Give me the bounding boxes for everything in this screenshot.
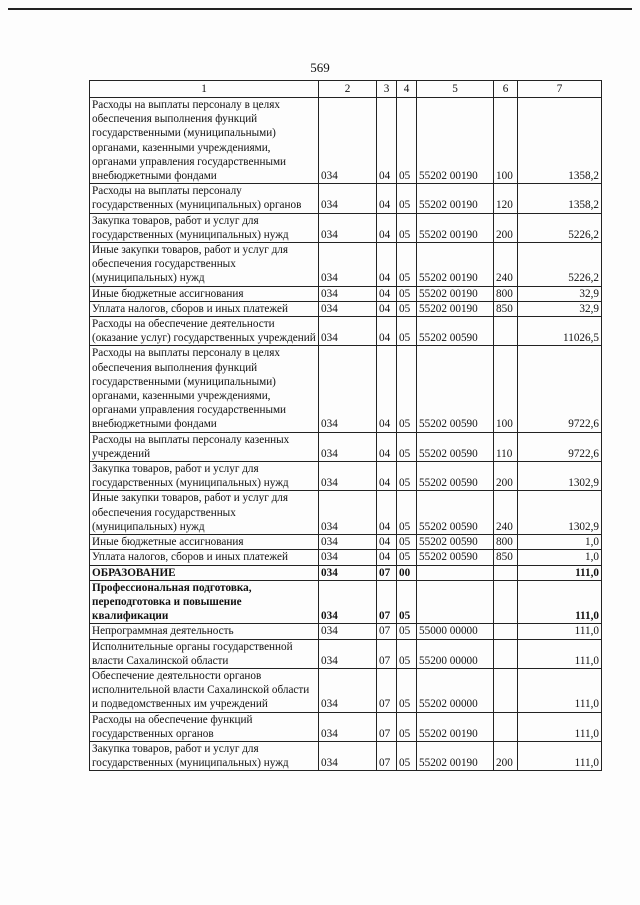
- cell-target: 55202 00590: [417, 432, 494, 461]
- cell-target: 55202 00190: [417, 184, 494, 213]
- cell-subsection: 05: [397, 462, 417, 491]
- cell-ministry: 034: [319, 565, 377, 580]
- cell-section: 04: [377, 535, 397, 550]
- cell-subsection: 05: [397, 432, 417, 461]
- cell-subsection: 05: [397, 213, 417, 242]
- col-header-subsection: 4: [397, 81, 417, 98]
- cell-amount: 111,0: [518, 741, 602, 770]
- cell-section: 04: [377, 286, 397, 301]
- col-header-target: 5: [417, 81, 494, 98]
- cell-subsection: 05: [397, 712, 417, 741]
- cell-amount: 9722,6: [518, 346, 602, 432]
- cell-target: 55202 00190: [417, 286, 494, 301]
- cell-name: Закупка товаров, работ и услуг для государственных (муниципальных) нужд: [90, 213, 319, 242]
- cell-type: 240: [494, 491, 518, 535]
- table-body: [90, 98, 602, 771]
- cell-name: Расходы на выплаты персоналу казенных учреждений: [90, 432, 319, 461]
- cell-target: 55202 00190: [417, 243, 494, 287]
- cell-amount: 1302,9: [518, 491, 602, 535]
- cell-name: Уплата налогов, сборов и иных платежей: [90, 550, 319, 565]
- cell-subsection: 05: [397, 741, 417, 770]
- cell-amount: 1302,9: [518, 462, 602, 491]
- cell-target: 55202 00190: [417, 213, 494, 242]
- cell-section: 04: [377, 491, 397, 535]
- cell-ministry: 034: [319, 624, 377, 639]
- cell-name: Расходы на обеспечение функций государственных органов: [90, 712, 319, 741]
- table-row: [90, 432, 602, 461]
- table-row: [90, 491, 602, 535]
- cell-name: Уплата налогов, сборов и иных платежей: [90, 301, 319, 316]
- cell-amount: 1358,2: [518, 98, 602, 184]
- cell-section: 04: [377, 213, 397, 242]
- cell-section: 07: [377, 624, 397, 639]
- cell-type: 100: [494, 98, 518, 184]
- cell-subsection: 05: [397, 550, 417, 565]
- cell-name: Иные бюджетные ассигнования: [90, 286, 319, 301]
- cell-section: 04: [377, 346, 397, 432]
- cell-target: 55200 00000: [417, 639, 494, 668]
- cell-type: [494, 712, 518, 741]
- cell-section: 07: [377, 565, 397, 580]
- cell-name: Непрограммная деятельность: [90, 624, 319, 639]
- cell-subsection: 05: [397, 639, 417, 668]
- cell-amount: 111,0: [518, 668, 602, 712]
- cell-name: Иные закупки товаров, работ и услуг для обеспечения государственных (муниципальных) нужд: [90, 491, 319, 535]
- cell-amount: 5226,2: [518, 243, 602, 287]
- cell-ministry: 034: [319, 98, 377, 184]
- cell-target: 55202 00190: [417, 98, 494, 184]
- cell-type: 100: [494, 346, 518, 432]
- table-row: [90, 550, 602, 565]
- cell-target: [417, 565, 494, 580]
- cell-target: 55000 00000: [417, 624, 494, 639]
- table-row: [90, 286, 602, 301]
- cell-amount: 1358,2: [518, 184, 602, 213]
- cell-subsection: 05: [397, 491, 417, 535]
- cell-type: [494, 580, 518, 624]
- cell-type: 120: [494, 184, 518, 213]
- table-row: [90, 741, 602, 770]
- cell-ministry: 034: [319, 580, 377, 624]
- cell-amount: 1,0: [518, 535, 602, 550]
- cell-amount: 111,0: [518, 639, 602, 668]
- cell-amount: 11026,5: [518, 317, 602, 346]
- cell-ministry: 034: [319, 286, 377, 301]
- table-row: [90, 317, 602, 346]
- cell-ministry: 034: [319, 535, 377, 550]
- cell-amount: 32,9: [518, 301, 602, 316]
- cell-ministry: 034: [319, 346, 377, 432]
- cell-ministry: 034: [319, 712, 377, 741]
- cell-ministry: 034: [319, 301, 377, 316]
- cell-amount: 5226,2: [518, 213, 602, 242]
- cell-type: [494, 624, 518, 639]
- cell-section: 04: [377, 184, 397, 213]
- cell-type: 110: [494, 432, 518, 461]
- cell-name: Исполнительные органы государственной власти Сахалинской области: [90, 639, 319, 668]
- cell-amount: 111,0: [518, 580, 602, 624]
- cell-subsection: 05: [397, 243, 417, 287]
- cell-subsection: 00: [397, 565, 417, 580]
- cell-amount: 111,0: [518, 565, 602, 580]
- budget-table: [89, 80, 602, 771]
- cell-subsection: 05: [397, 98, 417, 184]
- cell-target: [417, 580, 494, 624]
- cell-ministry: 034: [319, 213, 377, 242]
- cell-amount: 32,9: [518, 286, 602, 301]
- cell-type: 200: [494, 462, 518, 491]
- cell-ministry: 034: [319, 184, 377, 213]
- cell-type: [494, 668, 518, 712]
- table-row: [90, 213, 602, 242]
- col-header-name: 1: [90, 81, 319, 98]
- cell-section: 04: [377, 462, 397, 491]
- cell-ministry: 034: [319, 243, 377, 287]
- table-row: [90, 184, 602, 213]
- table-row: [90, 301, 602, 316]
- cell-type: [494, 565, 518, 580]
- cell-target: 55202 00590: [417, 317, 494, 346]
- cell-section: 04: [377, 317, 397, 346]
- table-row: [90, 639, 602, 668]
- cell-ministry: 034: [319, 432, 377, 461]
- cell-section: 04: [377, 98, 397, 184]
- cell-name: Расходы на выплаты персоналу в целях обеспечения выполнения функций государственными (муниципальными) органами, казенными учреждениями, органами управления государственными внебюджетными фондами: [90, 346, 319, 432]
- cell-type: [494, 317, 518, 346]
- header-row: [90, 81, 602, 98]
- col-header-ministry: 2: [319, 81, 377, 98]
- cell-section: 04: [377, 243, 397, 287]
- table-row: [90, 668, 602, 712]
- cell-subsection: 05: [397, 317, 417, 346]
- cell-target: 55202 00590: [417, 462, 494, 491]
- table-row: [90, 243, 602, 287]
- cell-subsection: 05: [397, 286, 417, 301]
- table-row: [90, 462, 602, 491]
- cell-subsection: 05: [397, 301, 417, 316]
- cell-ministry: 034: [319, 462, 377, 491]
- cell-name: Иные закупки товаров, работ и услуг для обеспечения государственных (муниципальных) нужд: [90, 243, 319, 287]
- cell-target: 55202 00590: [417, 550, 494, 565]
- cell-name: ОБРАЗОВАНИЕ: [90, 565, 319, 580]
- cell-type: 200: [494, 213, 518, 242]
- table-row: [90, 712, 602, 741]
- cell-target: 55202 00590: [417, 346, 494, 432]
- cell-section: 07: [377, 639, 397, 668]
- cell-name: Закупка товаров, работ и услуг для государственных (муниципальных) нужд: [90, 462, 319, 491]
- cell-subsection: 05: [397, 535, 417, 550]
- top-rule: [8, 8, 632, 10]
- cell-ministry: 034: [319, 668, 377, 712]
- col-header-section: 3: [377, 81, 397, 98]
- cell-name: Закупка товаров, работ и услуг для государственных (муниципальных) нужд: [90, 741, 319, 770]
- cell-target: 55202 00190: [417, 301, 494, 316]
- cell-subsection: 05: [397, 668, 417, 712]
- table-row: [90, 565, 602, 580]
- cell-subsection: 05: [397, 580, 417, 624]
- cell-name: Иные бюджетные ассигнования: [90, 535, 319, 550]
- table-row: [90, 346, 602, 432]
- cell-target: 55202 00190: [417, 712, 494, 741]
- cell-section: 04: [377, 550, 397, 565]
- col-header-amount: 7: [518, 81, 602, 98]
- cell-amount: 1,0: [518, 550, 602, 565]
- cell-target: 55202 00000: [417, 668, 494, 712]
- cell-name: Расходы на выплаты персоналу в целях обеспечения выполнения функций государственными (муниципальными) органами, казенными учреждениями, органами управления государственными внебюджетными фондами: [90, 98, 319, 184]
- cell-section: 07: [377, 580, 397, 624]
- cell-ministry: 034: [319, 639, 377, 668]
- cell-subsection: 05: [397, 184, 417, 213]
- cell-section: 07: [377, 668, 397, 712]
- cell-ministry: 034: [319, 550, 377, 565]
- cell-name: Расходы на обеспечение деятельности (оказание услуг) государственных учреждений: [90, 317, 319, 346]
- cell-type: 200: [494, 741, 518, 770]
- cell-amount: 111,0: [518, 712, 602, 741]
- cell-ministry: 034: [319, 491, 377, 535]
- col-header-type: 6: [494, 81, 518, 98]
- table-row: [90, 580, 602, 624]
- cell-type: [494, 639, 518, 668]
- cell-ministry: 034: [319, 317, 377, 346]
- cell-amount: 9722,6: [518, 432, 602, 461]
- cell-type: 850: [494, 301, 518, 316]
- cell-target: 55202 00590: [417, 491, 494, 535]
- page-number: 569: [310, 60, 330, 75]
- cell-type: 240: [494, 243, 518, 287]
- cell-name: Профессиональная подготовка, переподготовка и повышение квалификации: [90, 580, 319, 624]
- table-row: [90, 624, 602, 639]
- table-row: [90, 535, 602, 550]
- cell-section: 04: [377, 301, 397, 316]
- cell-amount: 111,0: [518, 624, 602, 639]
- cell-name: Обеспечение деятельности органов исполнительной власти Сахалинской области и подведомственных им учреждений: [90, 668, 319, 712]
- cell-target: 55202 00190: [417, 741, 494, 770]
- cell-ministry: 034: [319, 741, 377, 770]
- cell-type: 850: [494, 550, 518, 565]
- cell-subsection: 05: [397, 346, 417, 432]
- cell-section: 07: [377, 741, 397, 770]
- cell-target: 55202 00590: [417, 535, 494, 550]
- cell-type: 800: [494, 535, 518, 550]
- cell-section: 04: [377, 432, 397, 461]
- cell-subsection: 05: [397, 624, 417, 639]
- cell-type: 800: [494, 286, 518, 301]
- cell-section: 07: [377, 712, 397, 741]
- cell-name: Расходы на выплаты персоналу государственных (муниципальных) органов: [90, 184, 319, 213]
- table-row: [90, 98, 602, 184]
